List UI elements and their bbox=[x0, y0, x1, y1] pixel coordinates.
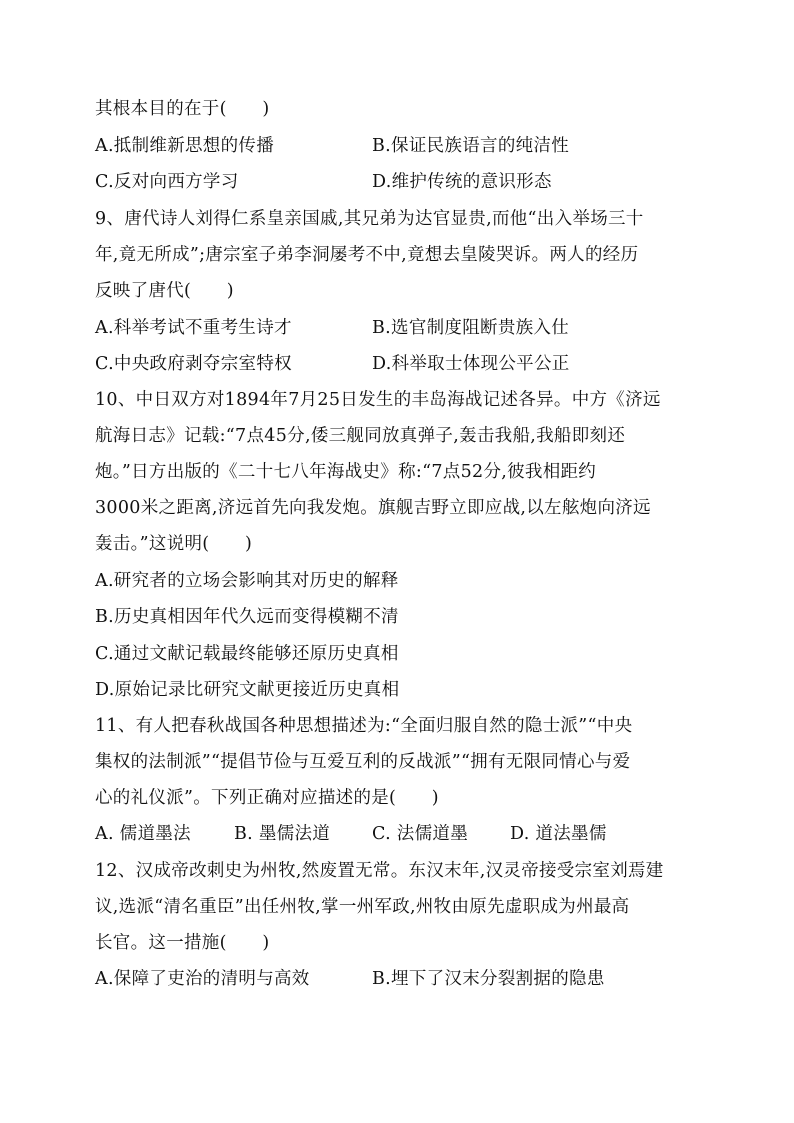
q11-stem-line-3: 心的礼仪派”。下列正确对应描述的是( ) bbox=[95, 788, 439, 808]
q8-option-a: A.抵制维新思想的传播 bbox=[95, 136, 274, 156]
q9-stem-line-1: 9、唐代诗人刘得仁系皇亲国戚,其兄弟为达官显贵,而他“出入举场三十 bbox=[95, 209, 644, 229]
q11-option-a: A. 儒道墨法 bbox=[95, 824, 191, 844]
q9-option-a: A.科举考试不重考生诗才 bbox=[95, 318, 292, 338]
q9-stem-line-2: 年,竟无所成”;唐宗室子弟李洞屡考不中,竟想去皇陵哭诉。两人的经历 bbox=[95, 245, 639, 265]
q10-stem-line-2: 航海日志》记载:“7点45分,倭三舰同放真弹子,轰击我船,我船即刻还 bbox=[95, 426, 626, 446]
q12-stem-line-3: 长官。这一措施( ) bbox=[95, 933, 270, 953]
q10-option-c: C.通过文献记载最终能够还原历史真相 bbox=[95, 644, 399, 664]
q10-option-d: D.原始记录比研究文献更接近历史真相 bbox=[95, 680, 400, 700]
q8-option-b: B.保证民族语言的纯洁性 bbox=[372, 136, 570, 156]
q9-option-c: C.中央政府剥夺宗室特权 bbox=[95, 354, 292, 374]
q10-option-b: B.历史真相因年代久远而变得模糊不清 bbox=[95, 607, 399, 627]
q12-stem-line-1: 12、汉成帝改刺史为州牧,然废置无常。东汉末年,汉灵帝接受宗室刘焉建 bbox=[95, 861, 664, 881]
q9-stem-line-3: 反映了唐代( ) bbox=[95, 281, 234, 301]
q10-stem-line-1: 10、中日双方对1894年7月25日发生的丰岛海战记述各异。中方《济远 bbox=[95, 390, 661, 410]
q10-option-a: A.研究者的立场会影响其对历史的解释 bbox=[95, 571, 399, 591]
q10-stem-line-4: 3000米之距离,济远首先向我发炮。旗舰吉野立即应战,以左舷炮向济远 bbox=[95, 498, 651, 518]
q11-stem-line-2: 集权的法制派”“提倡节俭与互爱互利的反战派”“拥有无限同情心与爱 bbox=[95, 752, 631, 772]
q9-option-d: D.科举取士体现公平公正 bbox=[372, 354, 570, 374]
q11-stem-line-1: 11、有人把春秋战国各种思想描述为:“全面归服自然的隐士派”“中央 bbox=[95, 716, 633, 736]
q12-option-a: A.保障了吏治的清明与高效 bbox=[95, 969, 310, 989]
q9-option-b: B.选官制度阻断贵族入仕 bbox=[372, 318, 570, 338]
q8-option-c: C.反对向西方学习 bbox=[95, 172, 239, 192]
q12-option-b: B.埋下了汉末分裂割据的隐患 bbox=[372, 969, 605, 989]
q11-option-b: B. 墨儒法道 bbox=[234, 824, 331, 844]
q8-stem-tail: 其根本目的在于( ) bbox=[95, 99, 270, 119]
q10-stem-line-3: 炮。”日方出版的《二十七八年海战史》称:“7点52分,彼我相距约 bbox=[95, 462, 597, 482]
q12-stem-line-2: 议,选派“清名重臣”出任州牧,掌一州军政,州牧由原先虚职成为州最高 bbox=[95, 897, 630, 917]
q11-option-d: D. 道法墨儒 bbox=[510, 824, 607, 844]
q10-stem-line-5: 轰击。”这说明( ) bbox=[95, 534, 253, 554]
q11-option-c: C. 法儒道墨 bbox=[372, 824, 468, 844]
q8-option-d: D.维护传统的意识形态 bbox=[372, 172, 552, 192]
